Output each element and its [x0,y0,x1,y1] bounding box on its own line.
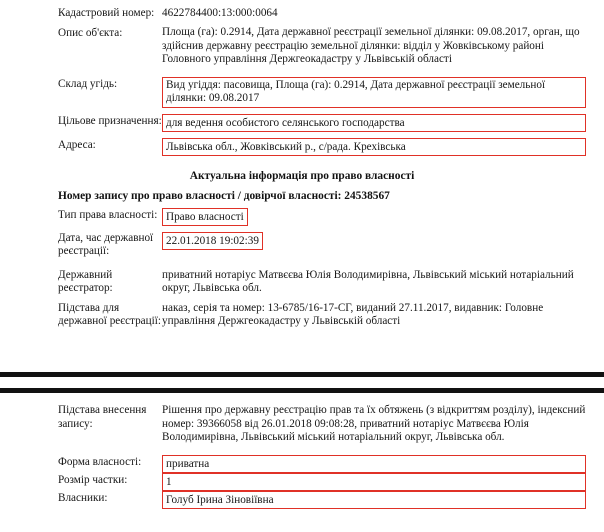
table-row [10,473,594,491]
row-value: наказ, серія та номер: 13-6785/16-17-СГ, виданий 27.11.2017, видавник: Головне управління Держгеокадастру у Львівській області [162,301,544,327]
table-row [10,26,594,67]
row-label: Форма власності: [58,455,142,468]
row-value-wrap [162,208,594,226]
record-number-line: Номер запису про право власності / довірчої власності: 24538567 [58,189,390,202]
row-value-highlighted: Львівська обл., Жовківський р., с/рада. Крехівська [162,138,586,156]
row-label: Кадастровий номер: [58,7,155,19]
lower-document-section [0,404,604,509]
row-value-highlighted: для ведення особистого селянського господарства [162,114,586,132]
row-value-highlighted: Голуб Ірина Зіновіївна [162,491,586,509]
table-row [10,455,594,473]
row-label: Цільове призначення: [58,114,162,127]
row-value: Площа (га): 0.2914, Дата державної реєстрації земельної ділянки: 09.08.2017, орган, що здійснив державну реєстрацію земельної ділянки: відділ у Жовківському районі Головного управління Держгеокадастру у Львівській області [162,26,580,65]
row-label: Тип права власності: [58,208,158,221]
table-row [10,114,594,132]
row-value-highlighted: 22.01.2018 19:02:39 [162,232,263,250]
row-label: Підстава внесення запису: [58,404,147,430]
table-row [10,208,594,226]
row-label: Дата, час державної реєстрації: [58,231,154,257]
page-break-gap [0,377,604,388]
row-label: Адреса: [58,138,96,151]
row-label: Власники: [58,491,108,504]
row-value-highlighted: Вид угіддя: пасовища, Площа (га): 0.2914, Дата державної реєстрації земельної ділянки: 09.08.2017 [162,77,586,108]
row-value-wrap [162,232,594,250]
page-break-divider-bottom [0,388,604,393]
row-value: приватний нотаріус Матвєєва Юлія Володимирівна, Львівський міський нотаріальний округ, Львівська обл. [162,268,574,294]
table-row [10,404,594,445]
row-label: Підстава для державної реєстрації: [58,301,161,327]
row-value-highlighted: 1 [162,473,586,491]
row-value-highlighted: приватна [162,455,586,473]
table-row [10,77,594,108]
table-row [10,302,594,329]
row-label: Опис об'єкта: [58,27,123,39]
table-row [10,6,594,20]
row-label: Склад угідь: [58,77,118,90]
table-row [10,491,594,509]
row-label: Державний реєстратор: [58,268,113,294]
table-row [10,269,594,296]
table-row [10,138,594,156]
row-value: Рішення про державну реєстрацію прав та їх обтяжень (з відкриттям розділу), індексний номер: 39366058 від 26.01.2018 09:08:28, приватний нотаріус Матвєєва Юлія Володимирівна, Львівський міський нотаріальний округ, Львівська обл. [162,404,586,443]
ownership-details-table [0,404,604,509]
row-value: 4622784400:13:000:0064 [162,7,278,19]
table-row [10,232,594,259]
row-value-highlighted: Право власності [162,208,248,226]
row-label: Розмір частки: [58,473,128,486]
section-title: Актуальна інформація про право власності [189,169,415,182]
